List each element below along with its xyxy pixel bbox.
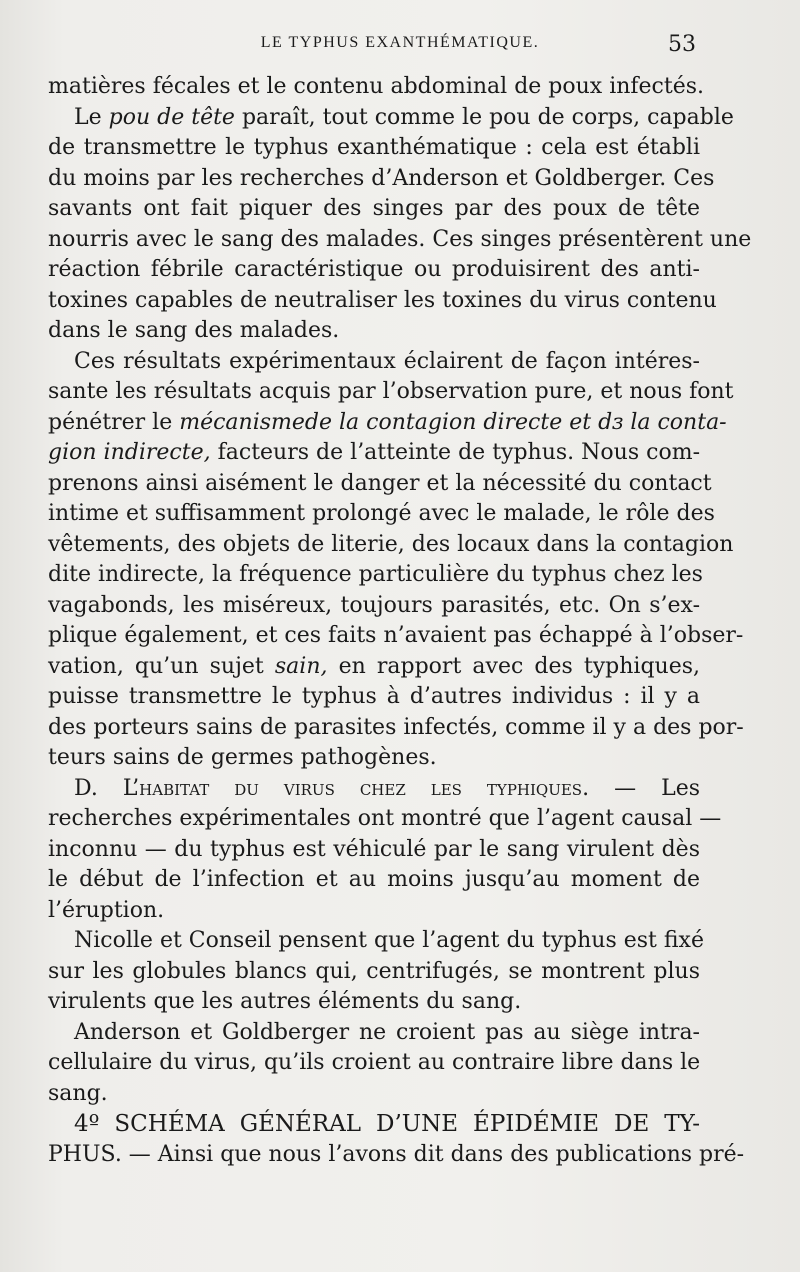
- text-line: l’éruption.: [48, 897, 165, 923]
- section-heading-line: 4º SCHÉMA GÉNÉRAL D’UNE ÉPIDÉMIE DE TY-: [74, 1111, 700, 1137]
- text-line: virulents que les autres éléments du sang.: [48, 989, 522, 1014]
- body-text: [48, 72, 752, 1170]
- text-line: dans le sang des malades.: [48, 318, 340, 343]
- text-line: Anderson et Goldberger ne croient pas au siège intra-: [74, 1019, 700, 1045]
- text-line: puisse transmettre le typhus à d’autres individus : il y a: [48, 684, 700, 709]
- paragraph: [48, 1018, 700, 1110]
- paragraph: [48, 347, 744, 774]
- paragraph: [48, 72, 752, 347]
- text-line: du moins par les recherches d’Anderson et Goldberger. Ces: [48, 165, 715, 191]
- text-line: pénétrer le mécanismede la contagion directe et dɜ la conta-: [48, 409, 727, 435]
- text-line: le début de l’infection et au moins jusqu’au moment de: [48, 867, 700, 892]
- text-line: teurs sains de germes pathogènes.: [48, 745, 437, 770]
- paragraph: [48, 774, 722, 927]
- text-line: Le pou de tête paraît, tout comme le pou de corps, capable: [74, 104, 734, 130]
- text-line: sur les globules blancs qui, centrifugés, se montrent plus: [48, 958, 700, 984]
- text-line: des porteurs sains de parasites infectés, comme il y a des por-: [48, 714, 744, 740]
- text-line: Nicolle et Conseil pensent que l’agent du typhus est fixé: [74, 928, 704, 953]
- paragraph: [48, 1109, 745, 1170]
- text-line: gion indirecte, facteurs de l’atteinte de typhus. Nous com-: [48, 440, 701, 465]
- paragraph: [48, 926, 704, 1018]
- text-line: intime et suffisamment prolongé avec le malade, le rôle des: [48, 501, 715, 526]
- text-line: savants ont fait piquer des singes par des poux de tête: [48, 196, 700, 221]
- text-line: dite indirecte, la fréquence particulière du typhus chez les: [48, 562, 703, 587]
- text-line: plique également, et ces faits n’avaient pas échappé à l’obser-: [48, 623, 744, 648]
- text-line: cellulaire du virus, qu’ils croient au contraire libre dans le: [48, 1050, 701, 1075]
- section-heading-line: D. L’habitat du virus chez les typhiques. — Les: [74, 775, 700, 801]
- text-line: nourris avec le sang des malades. Ces singes présentèrent une: [48, 226, 752, 252]
- text-line: vation, qu’un sujet sain, en rapport avec des typhiques,: [48, 653, 700, 679]
- text-line: vêtements, des objets de literie, des locaux dans la contagion: [48, 531, 734, 557]
- text-line: vagabonds, les miséreux, toujours parasités, etc. On s’ex-: [48, 592, 700, 618]
- text-line: inconnu — du typhus est véhiculé par le sang virulent dès: [48, 836, 700, 862]
- text-line: de transmettre le typhus exanthématique : cela est établi: [48, 135, 700, 160]
- text-line: matières fécales et le contenu abdominal de poux infectés.: [48, 74, 705, 99]
- text-line: prenons ainsi aisément le danger et la nécessité du contact: [48, 470, 712, 496]
- running-title: LE TYPHUS EXANTHÉMATIQUE.: [260, 34, 540, 51]
- page-header: [0, 34, 800, 64]
- text-line: recherches expérimentales ont montré que l’agent causal —: [48, 806, 722, 831]
- text-line: toxines capables de neutraliser les toxines du virus contenu: [48, 287, 717, 313]
- text-line: sante les résultats acquis par l’observation pure, et nous font: [48, 379, 734, 404]
- page-number: 53: [668, 32, 696, 57]
- text-line: Ces résultats expérimentaux éclairent de façon intéres-: [74, 348, 700, 374]
- text-line: réaction fébrile caractéristique ou produisirent des anti-: [48, 257, 700, 282]
- text-line: sang.: [48, 1080, 108, 1106]
- text-line: PHUS. — Ainsi que nous l’avons dit dans des publications pré-: [48, 1141, 745, 1167]
